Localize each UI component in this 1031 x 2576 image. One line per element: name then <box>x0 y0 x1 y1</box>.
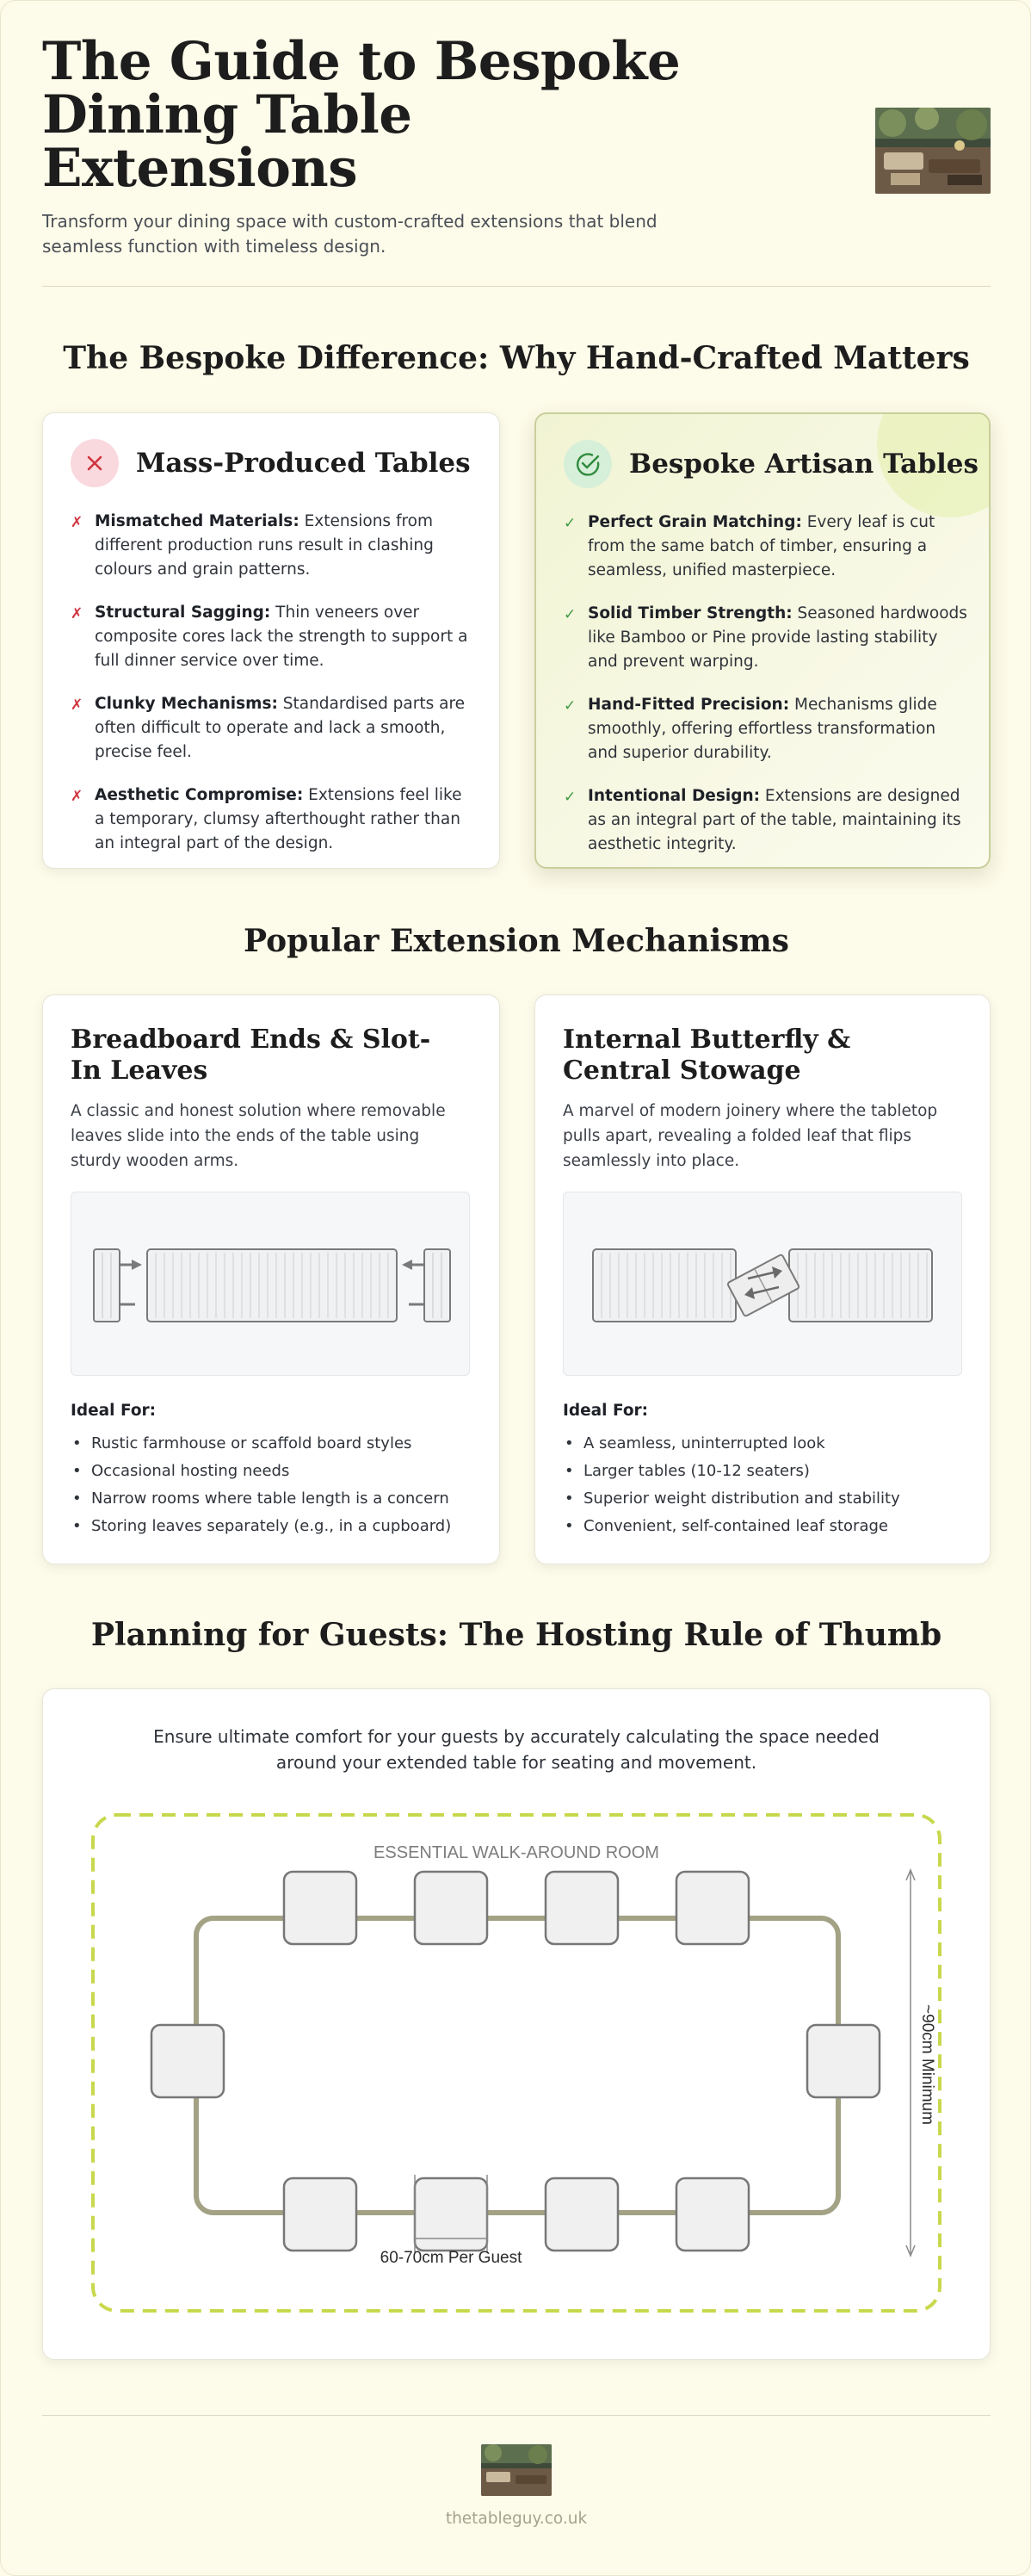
butterfly-description: A marvel of modern joinery where the tabletop pulls apart, revealing a folded leaf that flips seamlessly into place. <box>563 1102 938 1170</box>
footer-logo-photo <box>481 2444 552 2496</box>
planning-intro: Ensure ultimate comfort for your guests by accurately calculating the space needed around your extended table for seating and movement. <box>153 1726 880 1773</box>
list-item: • Storing leaves separately (e.g., in a cupboard) <box>71 1513 475 1540</box>
chair <box>676 2178 749 2251</box>
breadboard-description: A classic and honest solution where removable leaves slide into the ends of the table using sturdy wooden arms. <box>71 1102 446 1170</box>
mechanisms-heading: Popular Extension Mechanisms <box>244 923 789 959</box>
list-item: ✗ Mismatched Materials: Extensions from different production runs result in clashing colours and grain patterns. <box>71 512 434 579</box>
check-mark-icon: ✓ <box>564 515 577 532</box>
page-subtitle: Transform your dining space with custom-crafted extensions that blend seamless function with timeless design. <box>42 211 657 257</box>
breadboard-title: Breadboard Ends & Slot-In Leaves <box>71 1025 431 1086</box>
list-item: • Occasional hosting needs <box>71 1458 475 1485</box>
header-photo <box>875 108 991 194</box>
check-circle-icon <box>564 440 612 488</box>
check-mark-icon: ✓ <box>564 606 577 623</box>
list-item: ✗ Clunky Mechanisms: Standardised parts are often difficult to operate and lack a smooth, precise feel. <box>71 695 466 761</box>
check-mark-icon: ✓ <box>564 697 577 715</box>
list-item: ✓ Perfect Grain Matching: Every leaf is cut from the same batch of timber, ensuring a seamless, unified masterpiece. <box>564 513 935 579</box>
chair <box>546 1872 618 1944</box>
table-outline <box>196 1918 838 2213</box>
bespoke-points <box>564 511 968 869</box>
footer-divider <box>42 2415 991 2416</box>
list-item: • Rustic farmhouse or scaffold board styles <box>71 1430 475 1458</box>
chair <box>415 1872 487 1944</box>
cross-mark-icon: ✗ <box>71 514 83 531</box>
butterfly-ideal-list <box>563 1430 967 1540</box>
x-icon <box>71 439 119 487</box>
list-item: • Narrow rooms where table length is a concern <box>71 1485 475 1513</box>
mass-produced-title: Mass-Produced Tables <box>136 448 471 479</box>
seating-diagram <box>43 1689 991 2361</box>
chair <box>546 2178 618 2251</box>
mass-produced-points <box>71 510 475 875</box>
list-item: • Superior weight distribution and stability <box>563 1485 967 1513</box>
breadboard-ideal-list <box>71 1430 475 1540</box>
check-mark-icon: ✓ <box>564 789 577 806</box>
butterfly-diagram <box>563 1192 962 1376</box>
page-title: The Guide to Bespoke Dining Table Extensions <box>42 31 681 199</box>
breadboard-ideal-label: Ideal For: <box>71 1402 157 1420</box>
bespoke-card-header <box>564 440 979 488</box>
bespoke-title: Bespoke Artisan Tables <box>629 449 979 480</box>
chair <box>415 2178 487 2251</box>
chairs <box>151 1872 880 2251</box>
planning-heading: Planning for Guests: The Hosting Rule of Thumb <box>90 1617 942 1653</box>
butterfly-title: Internal Butterfly & Central Stowage <box>563 1025 851 1086</box>
chair <box>284 2178 356 2251</box>
footer-site-link[interactable]: thetableguy.co.uk <box>445 2510 588 2528</box>
butterfly-card <box>534 994 991 1564</box>
chair <box>676 1872 749 1944</box>
list-item: • Convenient, self-contained leaf storage <box>563 1513 967 1540</box>
per-guest-label: 60-70cm Per Guest <box>380 2249 522 2267</box>
planning-card <box>42 1688 991 2360</box>
cross-mark-icon: ✗ <box>71 788 83 805</box>
list-item: ✓ Solid Timber Strength: Seasoned hardwoods like Bamboo or Pine provide lasting stability and prevent warping. <box>564 604 967 671</box>
clearance-label: ~90cm Minimum <box>918 2004 936 2125</box>
chair <box>807 2025 880 2097</box>
clearance-dimension <box>906 1870 915 2256</box>
mass-produced-card <box>42 412 500 869</box>
list-item: ✗ Structural Sagging: Thin veneers over composite cores lack the strength to support a full dinner service over time. <box>71 604 468 670</box>
list-item: • Larger tables (10-12 seaters) <box>563 1458 967 1485</box>
bespoke-card <box>534 412 991 869</box>
list-item: • A seamless, uninterrupted look <box>563 1430 967 1458</box>
cross-mark-icon: ✗ <box>71 605 83 622</box>
breadboard-card <box>42 994 500 1564</box>
butterfly-ideal-label: Ideal For: <box>563 1402 649 1420</box>
list-item: ✗ Aesthetic Compromise: Extensions feel like a temporary, clumsy afterthought rather than an integral part of the design. <box>71 786 462 852</box>
breadboard-diagram <box>71 1192 470 1376</box>
chair <box>284 1872 356 1944</box>
chair <box>151 2025 224 2097</box>
cross-mark-icon: ✗ <box>71 697 83 714</box>
difference-heading: The Bespoke Difference: Why Hand-Crafted Matters <box>63 340 970 376</box>
list-item: ✓ Hand-Fitted Precision: Mechanisms glide smoothly, offering effortless transformation and superior durability. <box>564 696 937 762</box>
header-divider <box>42 286 991 287</box>
mass-produced-card-header <box>71 439 471 487</box>
zone-label: ESSENTIAL WALK-AROUND ROOM <box>374 1843 659 1862</box>
list-item: ✓ Intentional Design: Extensions are designed as an integral part of the table, maintaining its aesthetic integrity. <box>564 787 961 853</box>
